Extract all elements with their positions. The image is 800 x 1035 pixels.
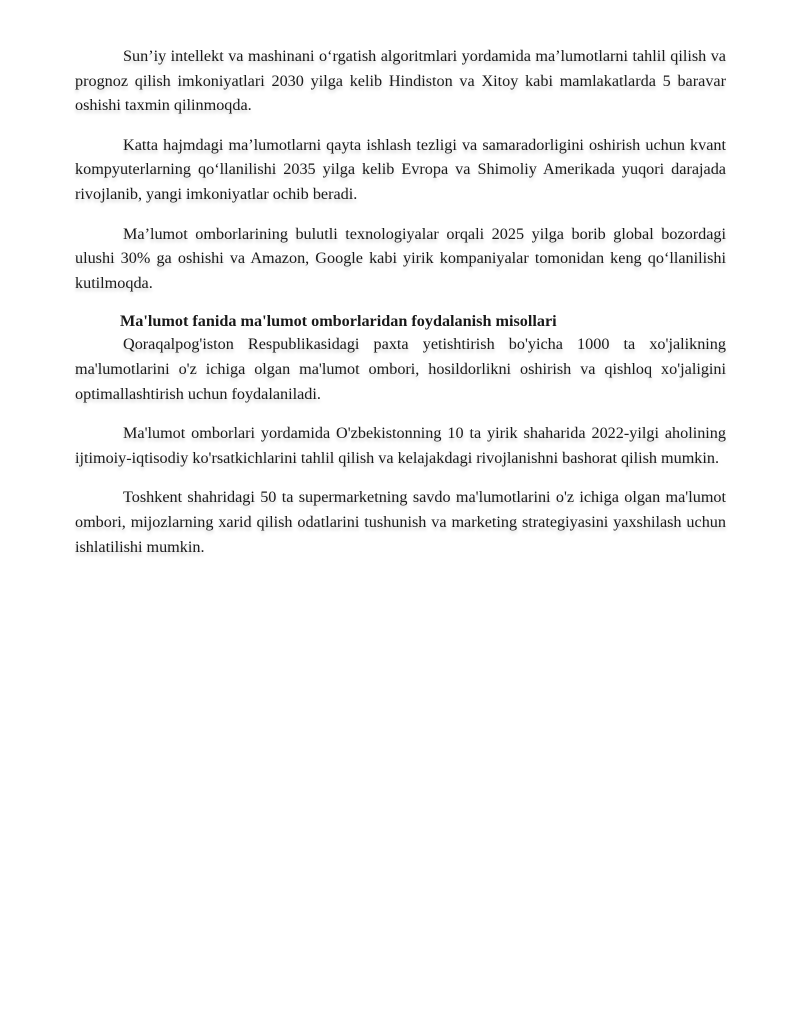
paragraph-cloud-warehouses: Ma’lumot omborlarining bulutli texnologiyalar orqali 2025 yilga borib global bozordagi ulushi 30% ga oshishi va Amazon, Google kabi yirik kompaniyalar tomonidan keng qo‘llanilishi kutilmoqda. xyxy=(75,224,726,292)
section-heading: Ma'lumot fanida ma'lumot omborlaridan foydalanish misollari xyxy=(120,312,557,331)
paragraph-supermarket-example: Toshkent shahridagi 50 ta supermarketning savdo ma'lumotlarini o'z ichiga olgan ma'lumot ombori, mijozlarning xarid qilish odatlarini tushunish va marketing strategiyasini yaxshilash uchun ishlatilishi mumkin. xyxy=(75,488,726,556)
paragraph-quantum-computing: Katta hajmdagi ma’lumotlarni qayta ishlash tezligi va samaradorligini oshirish uchun kvant kompyuterlarning qo‘llanilishi 2035 yilga kelib Evropa va Shimoliy Amerikada yuqori darajada rivojlanib, yangi imkoniyatlar ochib beradi. xyxy=(75,135,726,203)
document-page xyxy=(75,44,726,574)
paragraph-ai-forecast: Sun’iy intellekt va mashinani o‘rgatish algoritmlari yordamida ma’lumotlarni tahlil qilish va prognoz qilish imkoniyatlari 2030 yilga kelib Hindiston va Xitoy kabi mamlakatlarda 5 baravar oshishi taxmin qilinmoqda. xyxy=(75,47,726,115)
paragraph-cities-example: Ma'lumot omborlari yordamida O'zbekistonning 10 ta yirik shaharida 2022-yilgi aholining ijtimoiy-iqtisodiy ko'rsatkichlarini tahlil qilish va kelajakdagi rivojlanishni bashorat qilish mumkin. xyxy=(75,424,726,467)
paragraph-cotton-example: Qoraqalpog'iston Respublikasidagi paxta yetishtirish bo'yicha 1000 ta xo'jalikning ma'lumotlarini o'z ichiga olgan ma'lumot ombori, hosildorlikni oshirish va qishloq xo'jaligini optimallashtirish uchun foydalaniladi. xyxy=(75,335,726,403)
